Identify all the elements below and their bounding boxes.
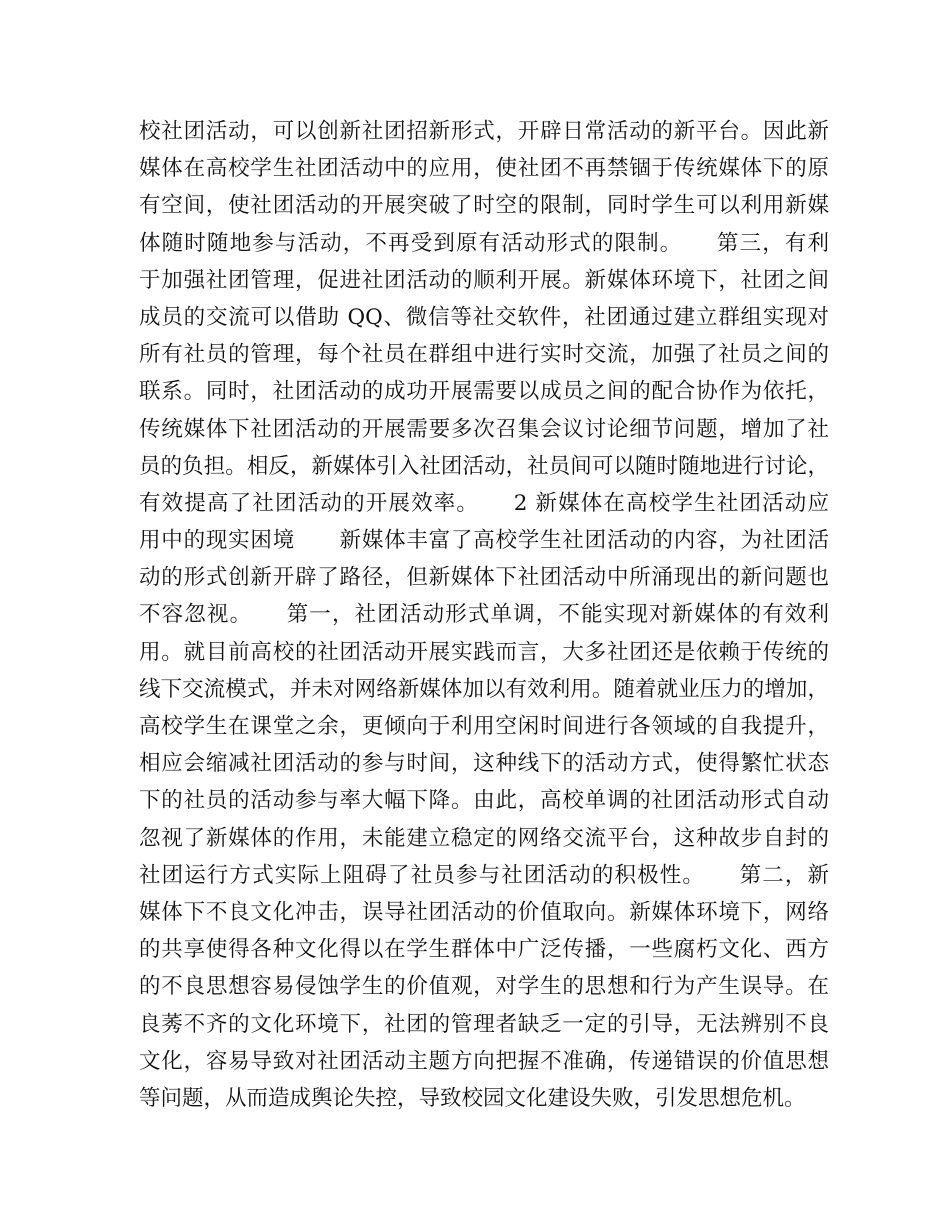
text-line: 忽视了新媒体的作用，未能建立稳定的网络交流平台，这种故步自封的 — [139, 825, 829, 851]
text-line: 体随时随地参与活动，不再受到原有活动形式的限制。 第三，有利 — [139, 230, 829, 256]
text-line: 传统媒体下社团活动的开展需要多次召集会议讨论细节问题，增加了社 — [139, 416, 829, 442]
text-line: 的共享使得各种文化得以在学生群体中广泛传播，一些腐朽文化、西方 — [139, 937, 829, 963]
text-line: 媒体下不良文化冲击，误导社团活动的价值取向。新媒体环境下，网络 — [139, 899, 829, 925]
text-line: 动的形式创新开辟了路径，但新媒体下社团活动中所涌现出的新问题也 — [139, 565, 829, 591]
text-line: 相应会缩减社团活动的参与时间，这种线下的活动方式，使得繁忙状态 — [139, 751, 829, 777]
text-line: 所有社员的管理，每个社员在群组中进行实时交流，加强了社员之间的 — [139, 342, 829, 368]
text-line: 良莠不齐的文化环境下，社团的管理者缺乏一定的引导，无法辨别不良 — [139, 1011, 829, 1037]
text-line: 媒体在高校学生社团活动中的应用，使社团不再禁锢于传统媒体下的原 — [139, 156, 829, 182]
text-line: 文化，容易导致对社团活动主题方向把握不准确，传递错误的价值思想 — [139, 1048, 829, 1074]
text-line: 社团运行方式实际上阻碍了社员参与社团活动的积极性。 第二，新 — [139, 862, 829, 888]
text-line: 线下交流模式，并未对网络新媒体加以有效利用。随着就业压力的增加， — [139, 676, 829, 702]
text-line: 于加强社团管理，促进社团活动的顺利开展。新媒体环境下，社团之间 — [139, 267, 829, 293]
text-line: 员的负担。相反，新媒体引入社团活动，社员间可以随时随地进行讨论， — [139, 453, 829, 479]
text-line: 有效提高了社团活动的开展效率。 2 新媒体在高校学生社团活动应 — [139, 490, 829, 516]
text-line: 联系。同时，社团活动的成功开展需要以成员之间的配合协作为依托， — [139, 379, 829, 405]
text-line: 用。就目前高校的社团活动开展实践而言，大多社团还是依赖于传统的 — [139, 639, 829, 665]
text-line: 校社团活动，可以创新社团招新形式，开辟日常活动的新平台。因此新 — [139, 119, 829, 144]
body-text — [139, 113, 829, 1117]
text-line: 等问题，从而造成舆论失控，导致校园文化建设失败，引发思想危机。 — [139, 1085, 806, 1111]
text-line: 下的社员的活动参与率大幅下降。由此，高校单调的社团活动形式自动 — [139, 788, 829, 814]
text-line: 的不良思想容易侵蚀学生的价值观，对学生的思想和行为产生误导。在 — [139, 974, 829, 1000]
text-line: 用中的现实困境 新媒体丰富了高校学生社团活动的内容，为社团活 — [139, 528, 829, 554]
text-line: 高校学生在课堂之余，更倾向于利用空闲时间进行各领域的自我提升， — [139, 714, 829, 739]
text-line: 不容忽视。 第一，社团活动形式单调，不能实现对新媒体的有效利 — [139, 602, 829, 628]
text-line: 有空间，使社团活动的开展突破了时空的限制，同时学生可以利用新媒 — [139, 193, 829, 219]
text-line: 成员的交流可以借助 QQ、微信等社交软件，社团通过建立群组实现对 — [139, 304, 829, 330]
